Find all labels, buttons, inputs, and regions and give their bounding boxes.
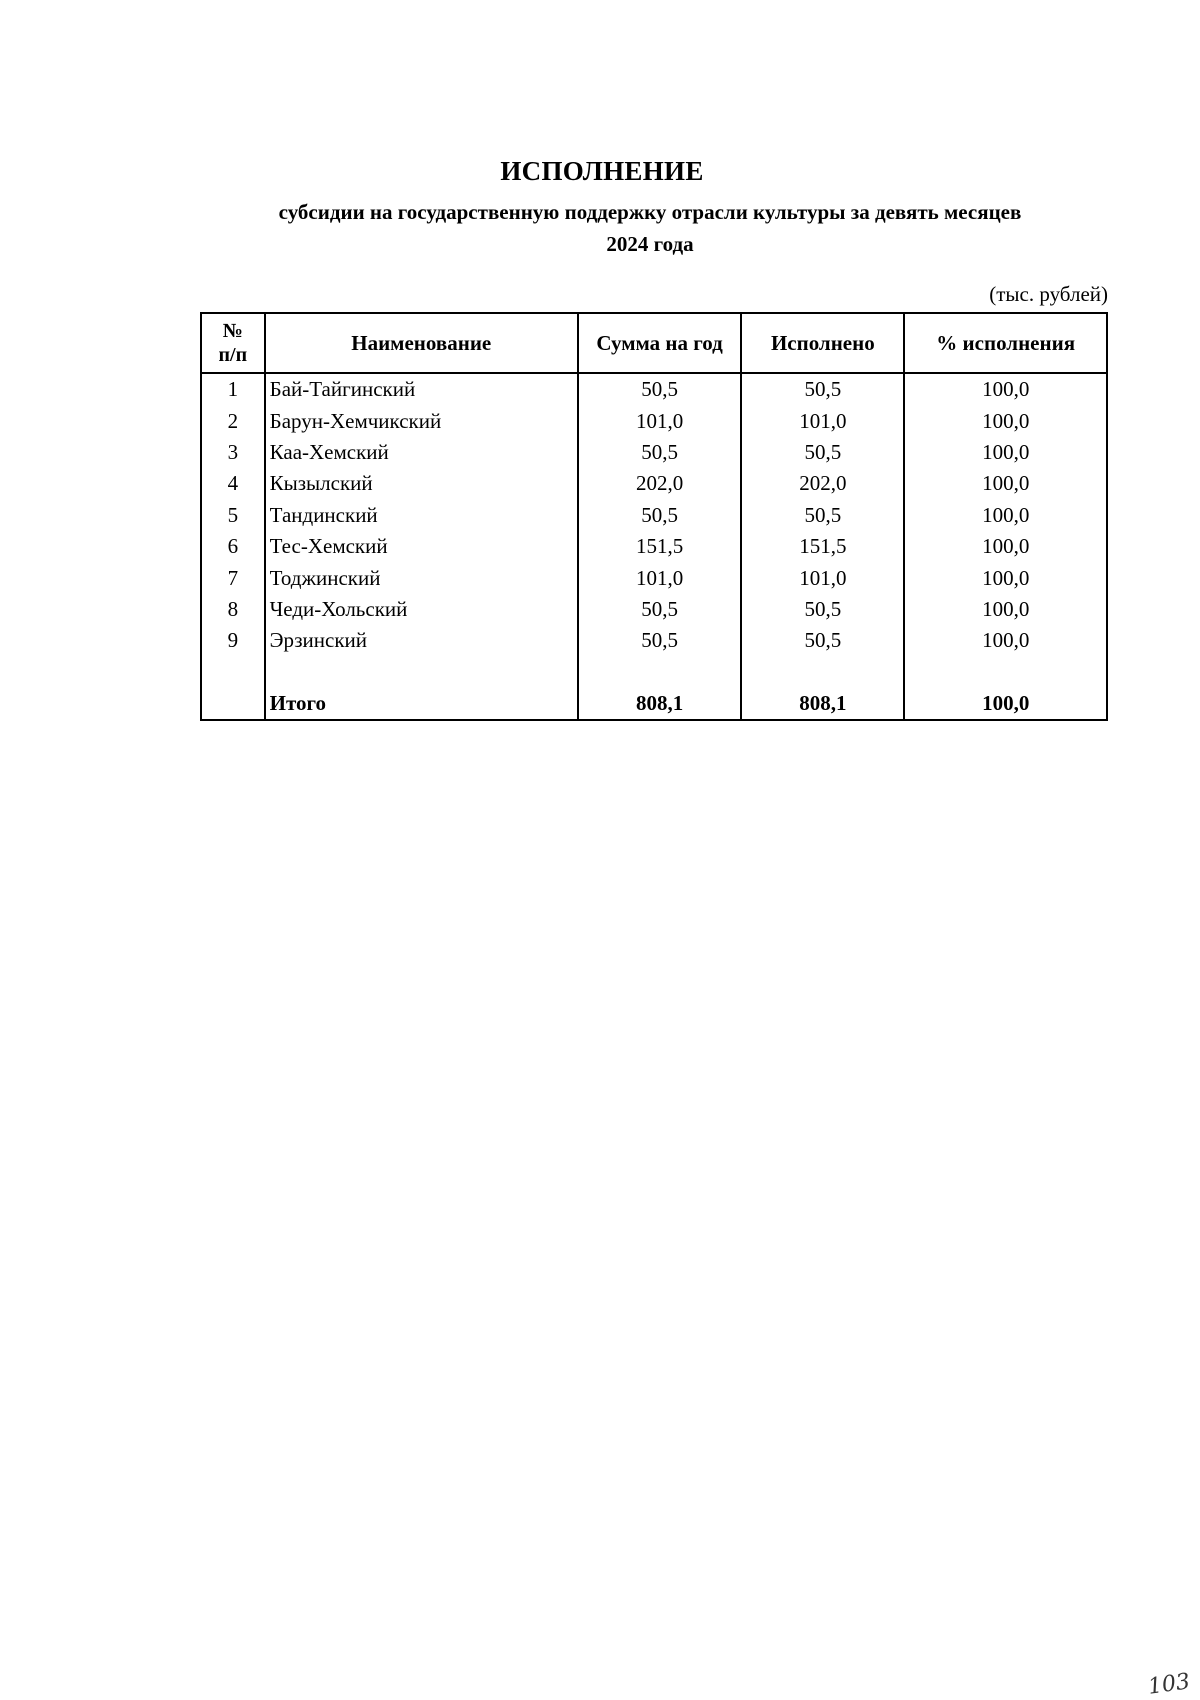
unit-label: (тыс. рублей): [989, 282, 1108, 306]
table-spacer-row: [201, 657, 1107, 689]
row-done-cell: 202,0: [741, 468, 904, 499]
page-mark: 103: [1146, 1669, 1192, 1700]
table-row: [201, 594, 1107, 625]
total-label: Итого: [265, 689, 578, 720]
row-name-cell: Барун-Хемчикский: [265, 405, 578, 436]
header-done: Исполнено: [741, 313, 904, 373]
execution-table: [200, 312, 1108, 721]
row-num-cell: 3: [201, 437, 265, 468]
table-row: [201, 500, 1107, 531]
row-num-cell: 5: [201, 500, 265, 531]
row-num-cell: 9: [201, 625, 265, 656]
row-pct-cell: 100,0: [904, 500, 1107, 531]
row-num-cell: 8: [201, 594, 265, 625]
spacer-cell: [904, 657, 1107, 689]
row-plan-cell: 50,5: [578, 373, 741, 405]
table-row: [201, 405, 1107, 436]
header-pct: % исполнения: [904, 313, 1107, 373]
header-num-label: № п/п: [218, 320, 248, 366]
row-name-cell: Чеди-Хольский: [265, 594, 578, 625]
row-name-cell: Эрзинский: [265, 625, 578, 656]
row-plan-cell: 50,5: [578, 625, 741, 656]
table-header-row: [201, 313, 1107, 373]
row-name-cell: Бай-Тайгинский: [265, 373, 578, 405]
row-plan-cell: 50,5: [578, 594, 741, 625]
row-plan-cell: 50,5: [578, 437, 741, 468]
row-num-cell: 7: [201, 562, 265, 593]
row-done-cell: 101,0: [741, 405, 904, 436]
row-name-cell: Тоджинский: [265, 562, 578, 593]
row-num-cell: 6: [201, 531, 265, 562]
row-name-cell: Каа-Хемский: [265, 437, 578, 468]
row-pct-cell: 100,0: [904, 373, 1107, 405]
row-done-cell: 50,5: [741, 437, 904, 468]
row-plan-cell: 101,0: [578, 562, 741, 593]
row-done-cell: 151,5: [741, 531, 904, 562]
spacer-cell: [578, 657, 741, 689]
subtitle-line-2: 2024 года: [606, 232, 694, 256]
row-done-cell: 50,5: [741, 373, 904, 405]
row-done-cell: 50,5: [741, 625, 904, 656]
table-row: [201, 562, 1107, 593]
document-subtitle: [205, 196, 1095, 260]
table-total-row: [201, 689, 1107, 720]
row-done-cell: 50,5: [741, 500, 904, 531]
document-title: ИСПОЛНЕНИЕ: [500, 156, 704, 186]
row-pct-cell: 100,0: [904, 625, 1107, 656]
row-pct-cell: 100,0: [904, 562, 1107, 593]
table-row: [201, 373, 1107, 405]
total-plan: 808,1: [578, 689, 741, 720]
table-row: [201, 625, 1107, 656]
header-plan: Сумма на год: [578, 313, 741, 373]
total-pct: 100,0: [904, 689, 1107, 720]
total-num-cell: [201, 689, 265, 720]
spacer-cell: [201, 657, 265, 689]
row-pct-cell: 100,0: [904, 468, 1107, 499]
table-row: [201, 468, 1107, 499]
row-plan-cell: 101,0: [578, 405, 741, 436]
row-done-cell: 50,5: [741, 594, 904, 625]
row-pct-cell: 100,0: [904, 405, 1107, 436]
spacer-cell: [265, 657, 578, 689]
subtitle-line-1: субсидии на государственную поддержку отрасли культуры за девять месяцев: [278, 200, 1022, 224]
spacer-cell: [741, 657, 904, 689]
row-num-cell: 4: [201, 468, 265, 499]
header-num: [201, 313, 265, 373]
row-pct-cell: 100,0: [904, 531, 1107, 562]
table-row: [201, 531, 1107, 562]
row-done-cell: 101,0: [741, 562, 904, 593]
row-pct-cell: 100,0: [904, 594, 1107, 625]
table-row: [201, 437, 1107, 468]
header-name: Наименование: [265, 313, 578, 373]
row-num-cell: 2: [201, 405, 265, 436]
row-pct-cell: 100,0: [904, 437, 1107, 468]
row-plan-cell: 50,5: [578, 500, 741, 531]
table-body: [201, 373, 1107, 720]
row-name-cell: Тандинский: [265, 500, 578, 531]
row-plan-cell: 151,5: [578, 531, 741, 562]
row-plan-cell: 202,0: [578, 468, 741, 499]
total-done: 808,1: [741, 689, 904, 720]
row-name-cell: Тес-Хемский: [265, 531, 578, 562]
row-num-cell: 1: [201, 373, 265, 405]
row-name-cell: Кызылский: [265, 468, 578, 499]
